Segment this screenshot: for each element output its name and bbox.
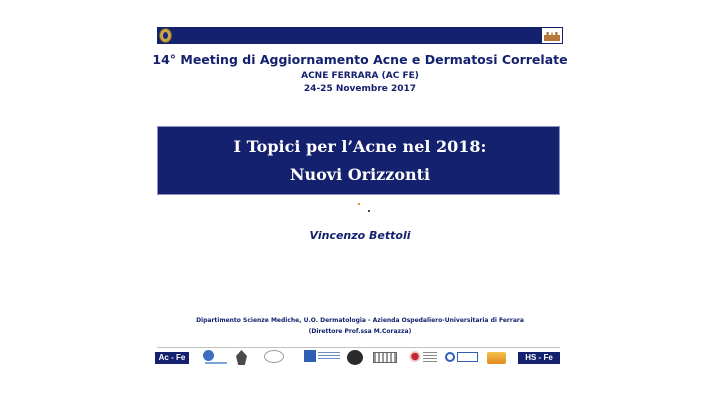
sponsor-logo [445, 352, 455, 362]
event-name: ACNE FERRARA (AC FE) [301, 71, 419, 81]
sponsor-logo [347, 350, 363, 365]
ferrara-castle-logo [542, 28, 562, 43]
sponsor-logo [264, 350, 284, 363]
author-name: Vincenzo Bettoli [309, 229, 411, 242]
sponsor-logo-text [318, 352, 340, 361]
top-banner [157, 27, 563, 44]
acne-ferrara-badge: Ac - Fe [155, 352, 189, 364]
university-seal-logo [159, 28, 172, 43]
department-director: (Direttore Prof.ssa M.Corazza) [308, 328, 412, 335]
hs-ferrara-badge: HS - Fe [518, 352, 560, 364]
slide-title-line2: Nuovi Orizzonti [289, 165, 431, 184]
decorative-dot [358, 203, 360, 205]
department-affiliation: Dipartimento Scienze Mediche, U.O. Dermatologia - Azienda Ospedaliero-Universitaria di Ferrara [196, 317, 524, 324]
sponsor-logo [203, 350, 227, 366]
slide-title-line1: I Topici per l’Acne nel 2018: [233, 137, 487, 156]
sponsor-logo [409, 350, 421, 363]
sponsor-logo [487, 352, 506, 364]
decorative-dot [368, 210, 370, 212]
sponsor-logo [236, 350, 247, 365]
sponsor-logo [373, 352, 397, 363]
meeting-title: 14° Meeting di Aggiornamento Acne e Dermatosi Correlate [152, 52, 568, 67]
sponsor-logo [304, 350, 316, 362]
event-dates: 24-25 Novembre 2017 [303, 84, 417, 94]
sponsor-logo [457, 352, 478, 362]
footer-divider [157, 347, 560, 348]
sponsor-logo-text [423, 352, 437, 362]
